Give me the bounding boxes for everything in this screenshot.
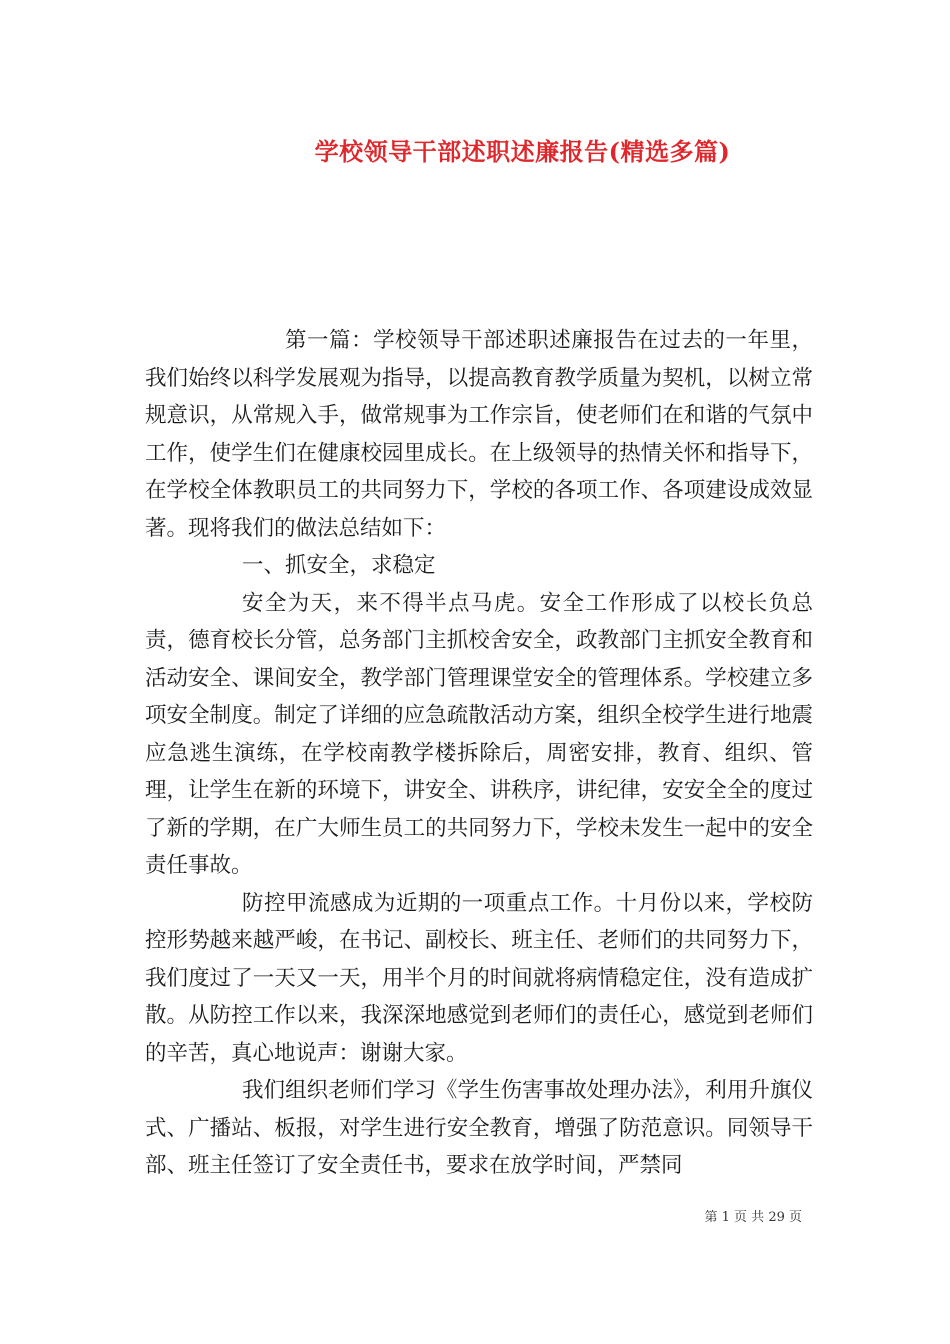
document-body bbox=[145, 322, 813, 1185]
page-number-footer: 第 1 页 共 29 页 bbox=[704, 1210, 802, 1225]
paragraph-intro: 第一篇：学校领导干部述职述廉报告在过去的一年里，我们始终以科学发展观为指导，以提高教育教学质量为契机，以树立常规意识，从常规入手，做常规事为工作宗旨，使老师们在和谐的气氛中工作，使学生们在健康校园里成长。在上级领导的热情关怀和指导下，在学校全体教职员工的共同努力下，学校的各项工作、各项建设成效显著。现将我们的做法总结如下： bbox=[145, 328, 813, 541]
section-heading-safety: 一、抓安全，求稳定 bbox=[242, 553, 436, 578]
paragraph-safety-education: 我们组织老师们学习《学生伤害事故处理办法》，利用升旗仪式、广播站、板报，对学生进行安全教育，增强了防范意识。同领导干部、班主任签订了安全责任书，要求在放学时间，严禁同 bbox=[145, 1078, 813, 1178]
paragraph-flu-prevention: 防控甲流感成为近期的一项重点工作。十月份以来，学校防控形势越来越严峻，在书记、副校长、班主任、老师们的共同努力下，我们度过了一天又一天，用半个月的时间就将病情稳定住，没有造成扩散。从防控工作以来，我深深地感觉到老师们的责任心，感觉到老师们的辛苦，真心地说声：谢谢大家。 bbox=[145, 890, 813, 1066]
document-title: 学校领导干部述职述廉报告(精选多篇) bbox=[314, 137, 731, 166]
paragraph-safety: 安全为天，来不得半点马虎。安全工作形成了以校长负总责，德育校长分管，总务部门主抓校舍安全，政教部门主抓安全教育和活动安全、课间安全，教学部门管理课堂安全的管理体系。学校建立多项安全制度。制定了详细的应急疏散活动方案，组织全校学生进行地震应急逃生演练，在学校南教学楼拆除后，周密安排，教育、组织、管理，让学生在新的环境下，讲安全、讲秩序，讲纪律，安安全全的度过了新的学期，在广大师生员工的共同努力下，学校未发生一起中的安全责任事故。 bbox=[145, 590, 813, 878]
